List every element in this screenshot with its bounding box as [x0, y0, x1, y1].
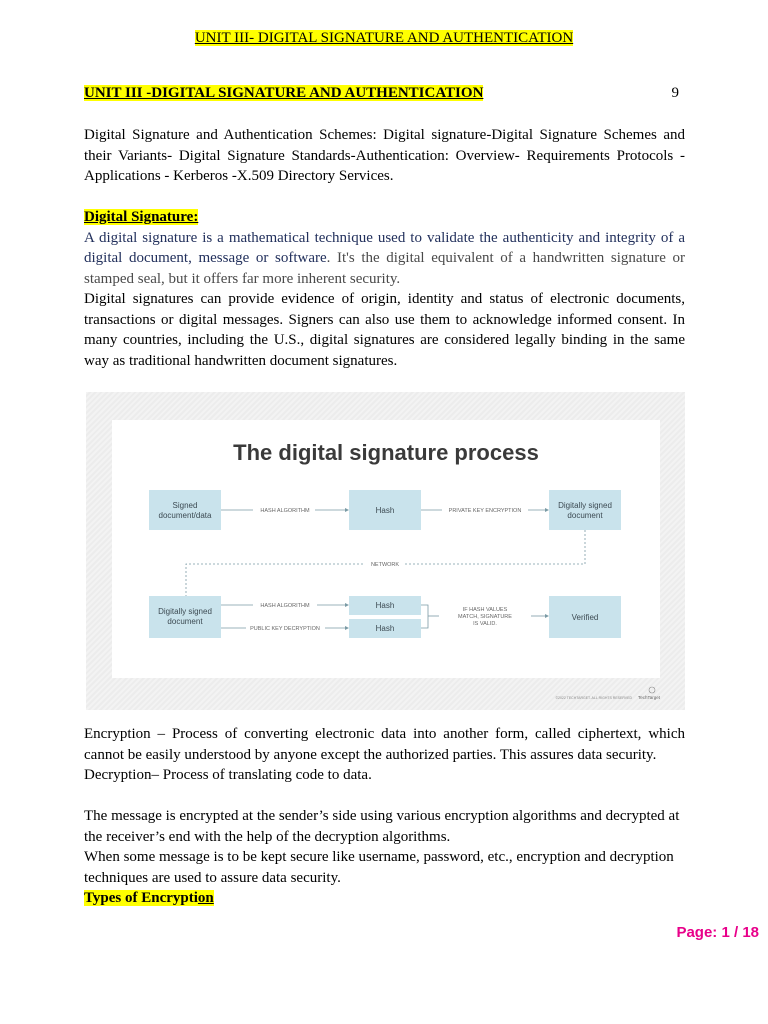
box-digitally-signed-top: [549, 490, 621, 530]
box-verified-label: Verified: [571, 613, 599, 622]
box-digital-bottom-line2: document: [167, 617, 203, 626]
digital-signature-evidence: Digital signatures can provide evidence of origin, identity and status of electronic documents, transactions or digital messages. Signers can also use them to acknowledge informed consent. In many countries, including the U.S., digital signatures are considered legally binding in the same way as traditional handwritten document signatures.: [84, 291, 685, 369]
box-signed-line2: document/data: [158, 511, 212, 520]
label-match-line2: MATCH, SIGNATURE: [458, 614, 512, 620]
figure-brand: TechTarget: [637, 695, 660, 700]
box-digital-top-line2: document: [567, 511, 603, 520]
types-of-encryption-heading: Types of Encryption: [84, 890, 214, 906]
digital-signature-process-figure: [86, 392, 685, 710]
label-hash-algorithm-top: HASH ALGORITHM: [260, 508, 310, 514]
unit-heading: [84, 85, 684, 102]
page-number: Page: 1 / 18: [676, 924, 759, 941]
digital-signature-heading: Digital Signature:: [84, 209, 199, 225]
digital-signature-definition: A digital signature is a mathematical technique used to validate the authenticity and integrity of a digital document, message or software. It's the digital equivalent of a handwritten signature or stamped seal, but it offers far more inherent security.: [84, 229, 686, 287]
digital-signature-section: [84, 207, 685, 371]
box-signed-line1: Signed: [172, 501, 198, 510]
encryption-definition: Encryption – Process of converting electronic data into another form, called ciphertext, which cannot be easily understood by anyone except the authorized parties. This assures data security.: [84, 726, 685, 763]
label-private-key: PRIVATE KEY ENCRYPTION: [448, 508, 522, 514]
label-match-line3: IS VALID.: [473, 621, 497, 627]
box-hash-top-label: Hash: [375, 506, 395, 515]
decryption-definition: Decryption– Process of translating code to data.: [84, 767, 372, 783]
label-network: NETWORK: [370, 562, 400, 568]
syllabus-text: Digital Signature and Authentication Schemes: Digital signature-Digital Signature Schemes and their Variants- Digital Signature Standards-Authentication: Overview- Requirements Protocols - Applications - Kerberos -X.509 Directory Services.: [84, 127, 685, 184]
box-digital-bottom-line1: Digitally signed: [158, 607, 212, 616]
running-header: [0, 30, 768, 47]
running-header-title: UNIT III- DIGITAL SIGNATURE AND AUTHENTICATION: [194, 30, 574, 46]
label-public-key: PUBLIC KEY DECRYPTION: [250, 626, 320, 632]
encryption-process-text: The message is encrypted at the sender’s side using various encryption algorithms and decrypted at the receiver’s end with the help of the decryption algorithms.: [84, 808, 680, 845]
unit-title: UNIT III -DIGITAL SIGNATURE AND AUTHENTICATION: [84, 85, 484, 101]
box-hash-b2-label: Hash: [375, 624, 395, 633]
box-digital-top-line1: Digitally signed: [558, 501, 612, 510]
label-hash-algorithm-bottom: HASH ALGORITHM: [260, 603, 310, 609]
encryption-section: [84, 724, 685, 909]
techtarget-logo-icon: [649, 687, 655, 693]
unit-hours: 9: [671, 85, 679, 101]
label-match-line1: IF HASH VALUES: [462, 607, 508, 613]
figure-title: The digital signature process: [233, 440, 539, 465]
figure-credit: ©2022 TECHTARGET. ALL RIGHTS RESERVED: [555, 696, 632, 700]
box-signed-document: [149, 490, 221, 530]
syllabus-paragraph: [84, 125, 685, 187]
encryption-usage-text: When some message is to be kept secure like username, password, etc., encryption and decryption techniques are used to assure data security.: [84, 849, 674, 886]
box-hash-b1-label: Hash: [375, 601, 395, 610]
